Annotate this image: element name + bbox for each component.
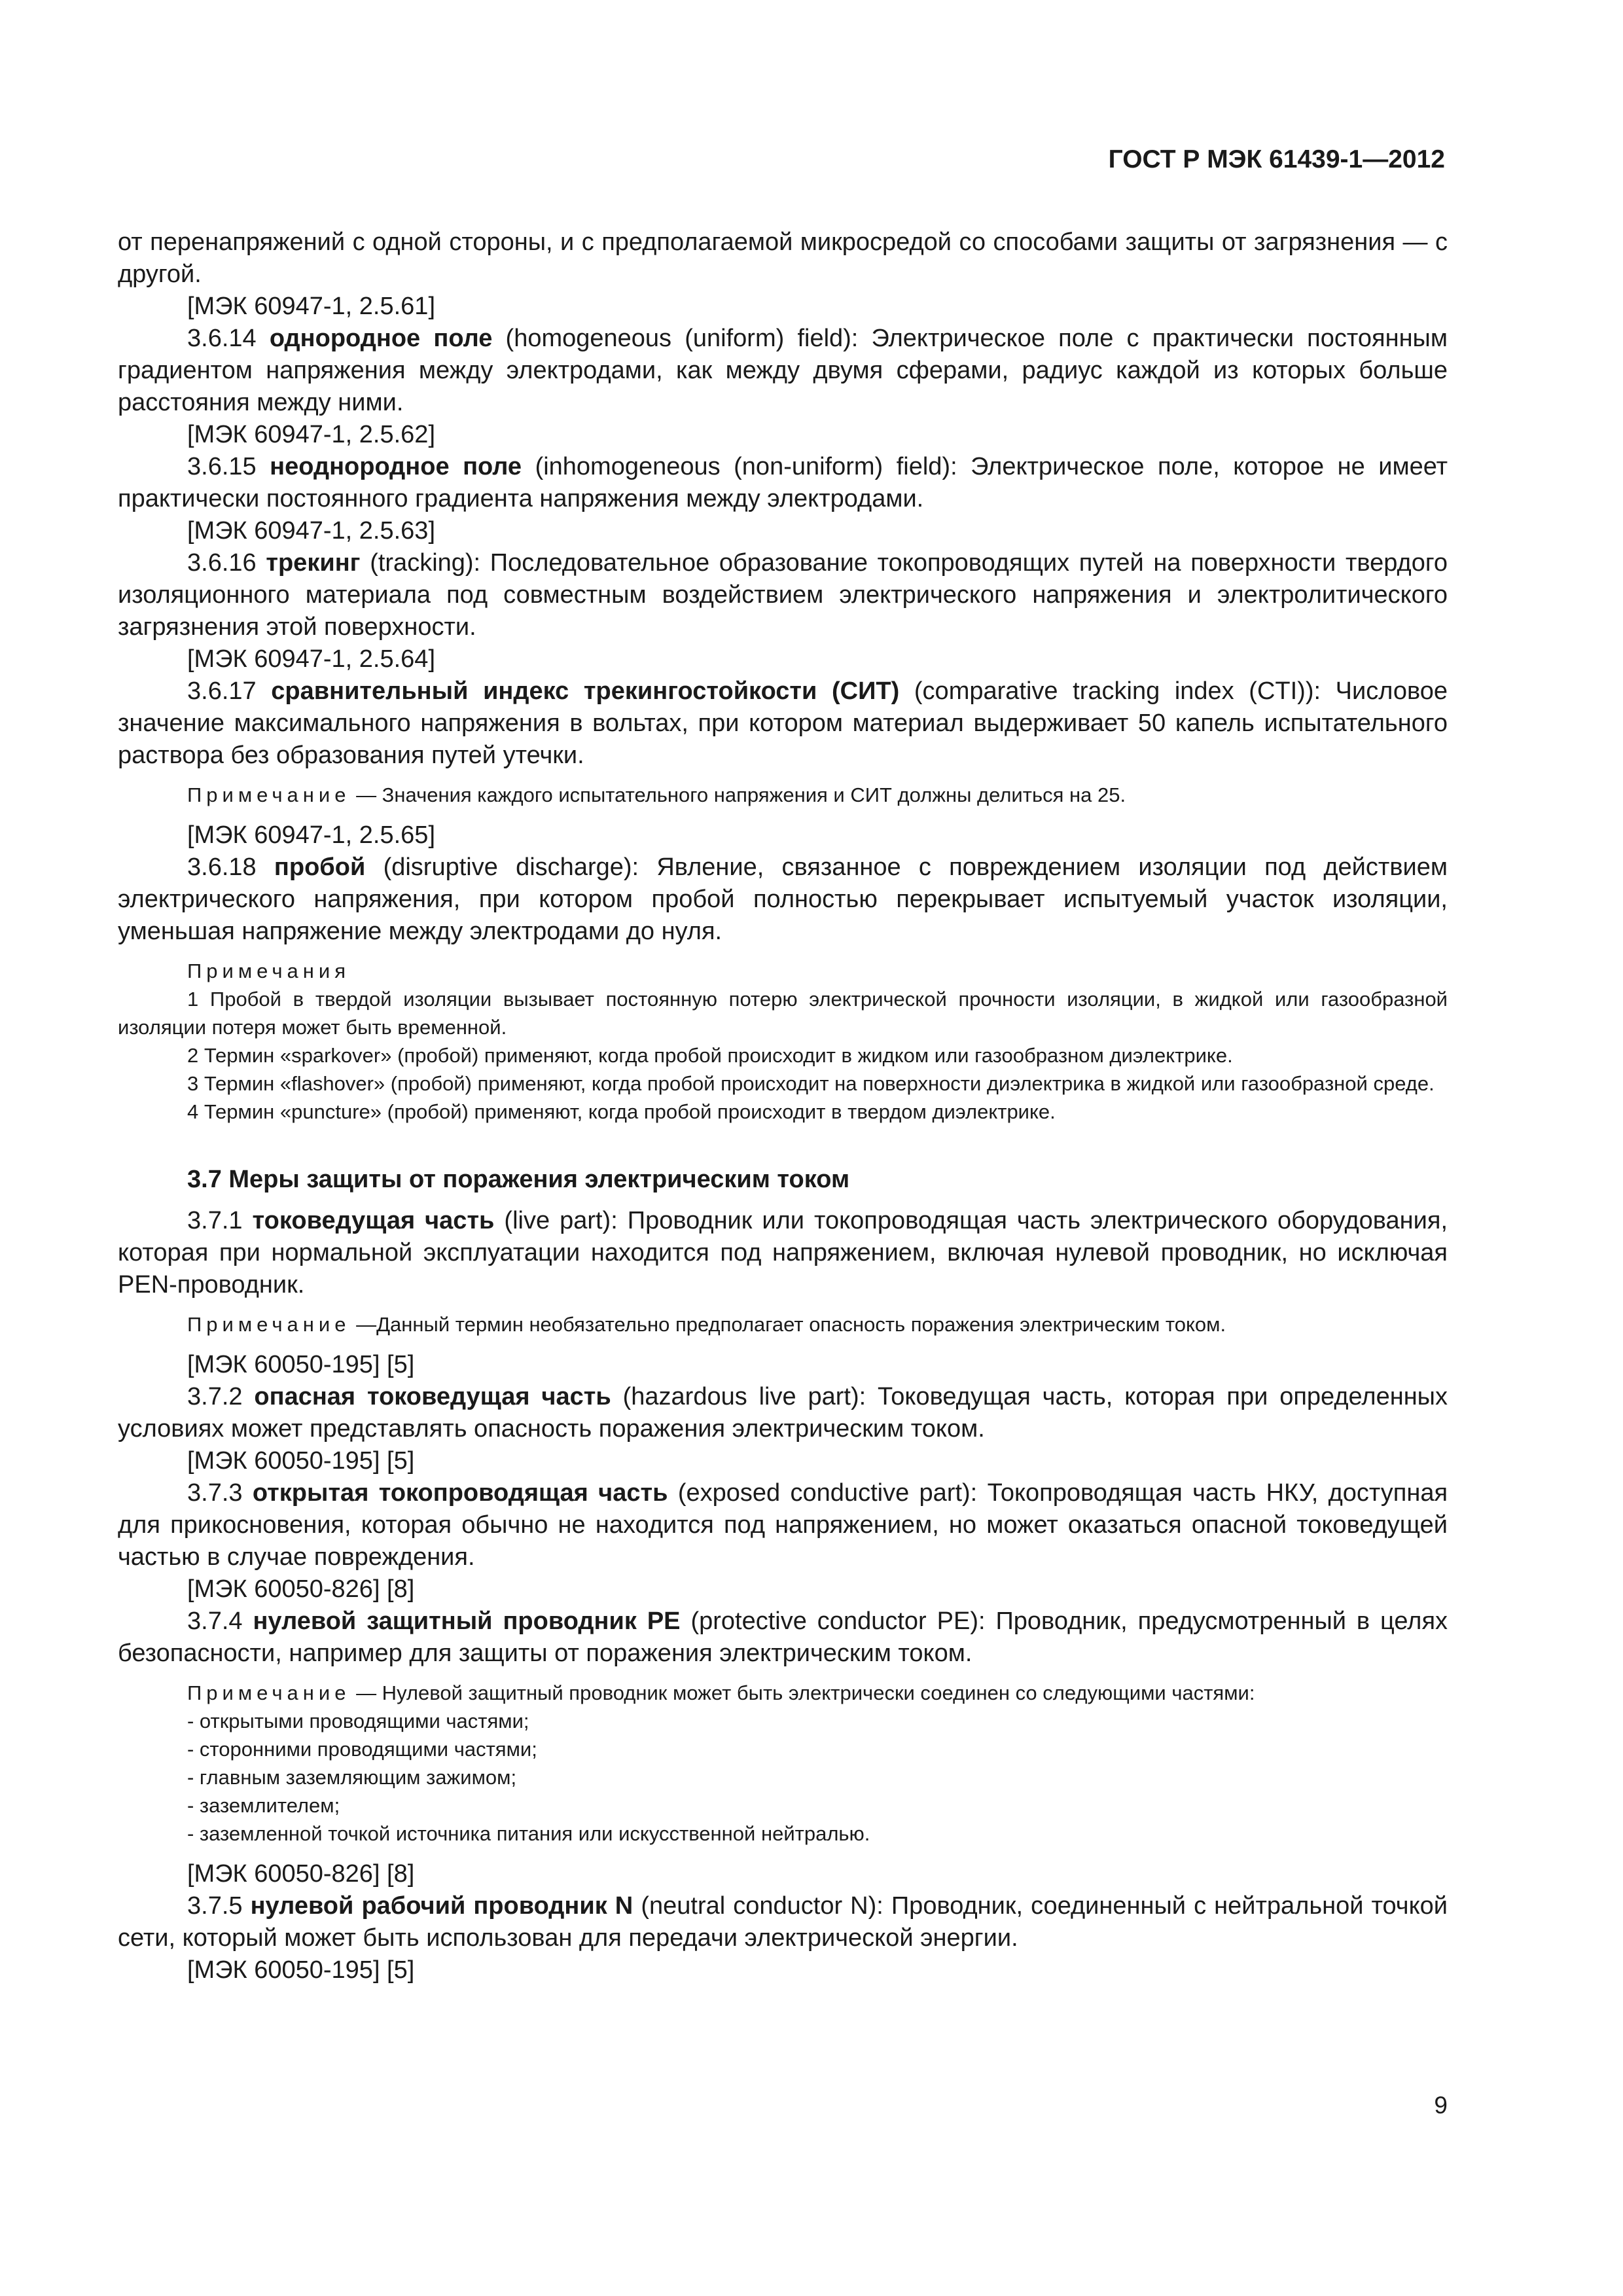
term-name: токоведущая часть [252, 1207, 495, 1234]
document-standard-id: ГОСТ Р МЭК 61439-1—2012 [1108, 145, 1445, 173]
note-list-item: - сторонними проводящими частями; [187, 1738, 537, 1761]
term-definition-3-6-17 [118, 675, 1448, 772]
term-definition-3-7-5 [118, 1890, 1448, 1954]
term-text: (neutral conductor N): Проводник, соединенный с нейтральной точкой сети, который может быть использован для передачи электрической энергии. [118, 1892, 1448, 1952]
reference: [МЭК 60050-826] [8] [187, 1575, 415, 1603]
note-label: Примечание [187, 783, 351, 806]
term-text: (exposed conductive part): Токопроводящая часть НКУ, доступная для прикосновения, которая обычно не находится под напряжением, но может оказаться опасной токоведущей частью в случае повреждения. [118, 1479, 1448, 1571]
term-text: (live part): Проводник или токопроводящая часть электрического оборудования, которая при нормальной эксплуатации находится под напряжением, включая нулевой проводник, но исключая PEN-проводник. [118, 1207, 1448, 1299]
term-number: 3.6.18 [187, 853, 257, 881]
term-name: пробой [274, 853, 366, 881]
notes-3-6-18 [118, 957, 1448, 1126]
term-name: трекинг [266, 549, 361, 577]
term-text: (disruptive discharge): Явление, связанное с повреждением изоляции под действием электрического напряжения, при котором пробой полностью перекрывает испытуемый участок изоляции, уменьшая напряжение между электродами до нуля. [118, 853, 1448, 945]
term-definition-3-7-3 [118, 1477, 1448, 1573]
reference: [МЭК 60947-1, 2.5.63] [187, 517, 435, 545]
term-name: неоднородное поле [270, 453, 522, 480]
term-number: 3.7.4 [187, 1607, 243, 1635]
term-name: сравнительный индекс трекингостойкости (СИТ) [271, 677, 900, 705]
note-list-item: - заземлителем; [187, 1794, 340, 1817]
note-text: —Данный термин необязательно предполагает опасность поражения электрическим током. [356, 1313, 1226, 1336]
reference: [МЭК 60050-195] [5] [187, 1447, 415, 1475]
term-number: 3.7.5 [187, 1892, 243, 1920]
term-number: 3.7.3 [187, 1479, 243, 1507]
reference: [МЭК 60050-826] [8] [187, 1860, 415, 1888]
note-item: 3 Термин «flashover» (пробой) применяют, когда пробой происходит на поверхности диэлектрика в жидкой или газообразной среде. [187, 1072, 1435, 1095]
term-text: (hazardous live part): Токоведущая часть, которая при определенных условиях может представлять опасность поражения электрическим током. [118, 1383, 1448, 1443]
term-number: 3.6.16 [187, 549, 257, 577]
term-text: (tracking): Последовательное образование токопроводящих путей на поверхности твердого изоляционного материала под совместным воздействием электрического напряжения и электролитического загрязнения этой поверхности. [118, 549, 1448, 641]
section-heading-3-7: 3.7 Меры защиты от поражения электрическим током [187, 1166, 850, 1193]
note-label: Примечание [187, 1681, 351, 1704]
reference: [МЭК 60947-1, 2.5.65] [187, 821, 435, 849]
term-name: открытая токопроводящая часть [252, 1479, 668, 1507]
page-number: 9 [1434, 2092, 1448, 2119]
term-definition-3-6-16 [118, 547, 1448, 643]
term-number: 3.6.15 [187, 453, 257, 480]
term-definition-3-6-18 [118, 852, 1448, 948]
term-name: однородное поле [269, 325, 493, 352]
note-3-7-1 [118, 1310, 1448, 1338]
reference: [МЭК 60947-1, 2.5.62] [187, 421, 435, 448]
term-definition-3-7-1 [118, 1205, 1448, 1301]
term-name: нулевой рабочий проводник N [250, 1892, 633, 1920]
term-number: 3.7.2 [187, 1383, 243, 1410]
note-3-6-17 [118, 781, 1448, 809]
intro-paragraph: от перенапряжений с одной стороны, и с предполагаемой микросредой со способами защиты от загрязнения — с другой. [118, 228, 1448, 288]
note-list-item: - главным заземляющим зажимом; [187, 1766, 517, 1789]
term-definition-3-6-15 [118, 451, 1448, 515]
term-text: (protective conductor PE): Проводник, предусмотренный в целях безопасности, например для защиты от поражения электрическим током. [118, 1607, 1448, 1667]
note-item: 4 Термин «puncture» (пробой) применяют, когда пробой происходит в твердом диэлектрике. [187, 1100, 1056, 1123]
note-line [118, 1679, 1448, 1707]
reference: [МЭК 60947-1, 2.5.61] [187, 293, 435, 320]
term-number: 3.6.17 [187, 677, 257, 705]
term-definition-3-6-14 [118, 323, 1448, 419]
term-text: (comparative tracking index (CTI)): Числовое значение максимального напряжения в вольтах, при котором материал выдерживает 50 капель испытательного раствора без образования путей утечки. [118, 677, 1448, 769]
note-text: — Значения каждого испытательного напряжения и СИТ должны делиться на 25. [356, 783, 1126, 806]
term-text: (homogeneous (uniform) field): Электрическое поле с практически постоянным градиентом напряжения между электродами, как между двумя сферами, радиус каждой из которых больше расстояния между ними. [118, 325, 1448, 416]
note-3-7-4 [118, 1679, 1448, 1848]
note-item: 2 Термин «sparkover» (пробой) применяют, когда пробой происходит в жидком или газообразном диэлектрике. [187, 1044, 1233, 1067]
term-name: опасная токоведущая часть [254, 1383, 611, 1410]
term-name: нулевой защитный проводник PE [253, 1607, 681, 1635]
note-text: — Нулевой защитный проводник может быть электрически соединен со следующими частями: [356, 1681, 1255, 1704]
term-definition-3-7-4 [118, 1605, 1448, 1670]
note-label: Примечание [187, 1313, 351, 1336]
reference: [МЭК 60050-195] [5] [187, 1351, 415, 1378]
term-definition-3-7-2 [118, 1381, 1448, 1445]
term-text: (inhomogeneous (non-uniform) field): Электрическое поле, которое не имеет практически постоянного градиента напряжения между электродами. [118, 453, 1448, 512]
note-list-item: - заземленной точкой источника питания или искусственной нейтралью. [187, 1822, 870, 1845]
document-body [118, 226, 1448, 1986]
reference: [МЭК 60947-1, 2.5.64] [187, 645, 435, 673]
term-number: 3.6.14 [187, 325, 257, 352]
note-item: 1 Пробой в твердой изоляции вызывает постоянную потерю электрической прочности изоляции, в жидкой или газообразной изоляции потеря может быть временной. [118, 988, 1448, 1039]
notes-label: Примечания [187, 960, 350, 982]
reference: [МЭК 60050-195] [5] [187, 1956, 415, 1984]
term-number: 3.7.1 [187, 1207, 243, 1234]
note-list-item: - открытыми проводящими частями; [187, 1710, 529, 1732]
